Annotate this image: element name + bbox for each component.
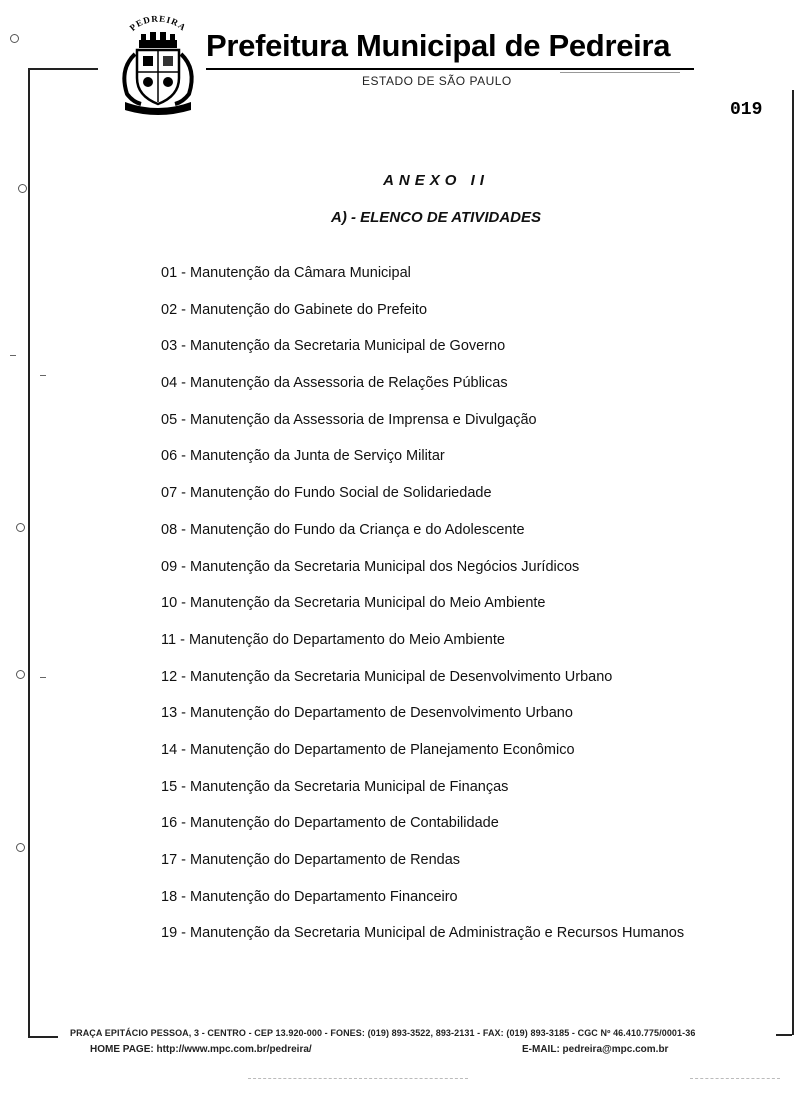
binder-hole (10, 34, 19, 43)
binder-hole (16, 843, 25, 852)
frame-right-line (792, 90, 794, 1035)
list-item: 04 - Manutenção da Assessoria de Relações Públicas (161, 375, 508, 392)
list-item: 13 - Manutenção do Departamento de Desenvolvimento Urbano (161, 705, 573, 722)
list-item: 08 - Manutenção do Fundo da Criança e do Adolescente (161, 521, 525, 538)
list-item: 18 - Manutenção do Departamento Financeiro (161, 888, 458, 905)
list-item: 10 - Manutenção da Secretaria Municipal do Meio Ambiente (161, 595, 546, 612)
list-item: 09 - Manutenção da Secretaria Municipal dos Negócios Jurídicos (161, 558, 580, 575)
list-item: 12 - Manutenção da Secretaria Municipal de Desenvolvimento Urbano (161, 668, 613, 685)
frame-bottom-left-line (28, 1036, 58, 1038)
frame-bottom-right-line (776, 1034, 792, 1036)
list-item: 03 - Manutenção da Secretaria Municipal de Governo (161, 338, 506, 355)
list-item: 05 - Manutenção da Assessoria de Imprensa e Divulgação (161, 411, 537, 428)
crest-text: PEDREIRA (127, 14, 189, 33)
list-item: 14 - Manutenção do Departamento de Planejamento Econômico (161, 741, 575, 758)
scan-mark (40, 677, 46, 678)
page-title: Prefeitura Municipal de Pedreira (206, 28, 671, 63)
state-subtitle: ESTADO DE SÃO PAULO (362, 74, 512, 88)
page-number: 019 (730, 100, 763, 120)
list-item: 17 - Manutenção do Departamento de Rendas (161, 852, 461, 868)
frame-top-line (28, 68, 98, 70)
scan-noise (248, 1078, 468, 1079)
municipal-crest-icon (115, 14, 201, 116)
list-item: 01 - Manutenção da Câmara Municipal (161, 265, 411, 281)
list-item: 06 - Manutenção da Junta de Serviço Militar (161, 448, 445, 465)
annex-title: ANEXO II (383, 172, 489, 189)
list-item: 07 - Manutenção do Fundo Social de Solidariedade (161, 485, 492, 502)
scan-mark (10, 355, 16, 356)
footer-homepage: HOME PAGE: http://www.mpc.com.br/pedreira/ (90, 1044, 312, 1055)
footer-address: PRAÇA EPITÁCIO PESSOA, 3 - CENTRO - CEP 13.920-000 - FONES: (019) 893-3522, 893-2131 - FAX: (019) 893-3185 - CGC Nº 46.410.775/0001-36 (70, 1028, 696, 1038)
list-item: 15 - Manutenção da Secretaria Municipal de Finanças (161, 778, 509, 795)
list-item: 19 - Manutenção da Secretaria Municipal de Administração e Recursos Humanos (161, 925, 685, 942)
annex-subtitle: A) - ELENCO DE ATIVIDADES (330, 209, 541, 226)
binder-hole (16, 670, 25, 679)
title-underline (206, 68, 694, 70)
list-item: 02 - Manutenção do Gabinete do Prefeito (161, 301, 428, 318)
activity-list (161, 264, 684, 961)
frame-top-right-line (560, 72, 680, 73)
binder-hole (16, 523, 25, 532)
list-item: 11 - Manutenção do Departamento do Meio Ambiente (161, 631, 505, 648)
scan-noise (690, 1078, 780, 1079)
svg-text:PEDREIRA (128, 14, 189, 33)
list-item: 16 - Manutenção do Departamento de Contabilidade (161, 815, 499, 832)
scan-mark (40, 375, 46, 376)
footer-email: E-MAIL: pedreira@mpc.com.br (522, 1044, 669, 1055)
